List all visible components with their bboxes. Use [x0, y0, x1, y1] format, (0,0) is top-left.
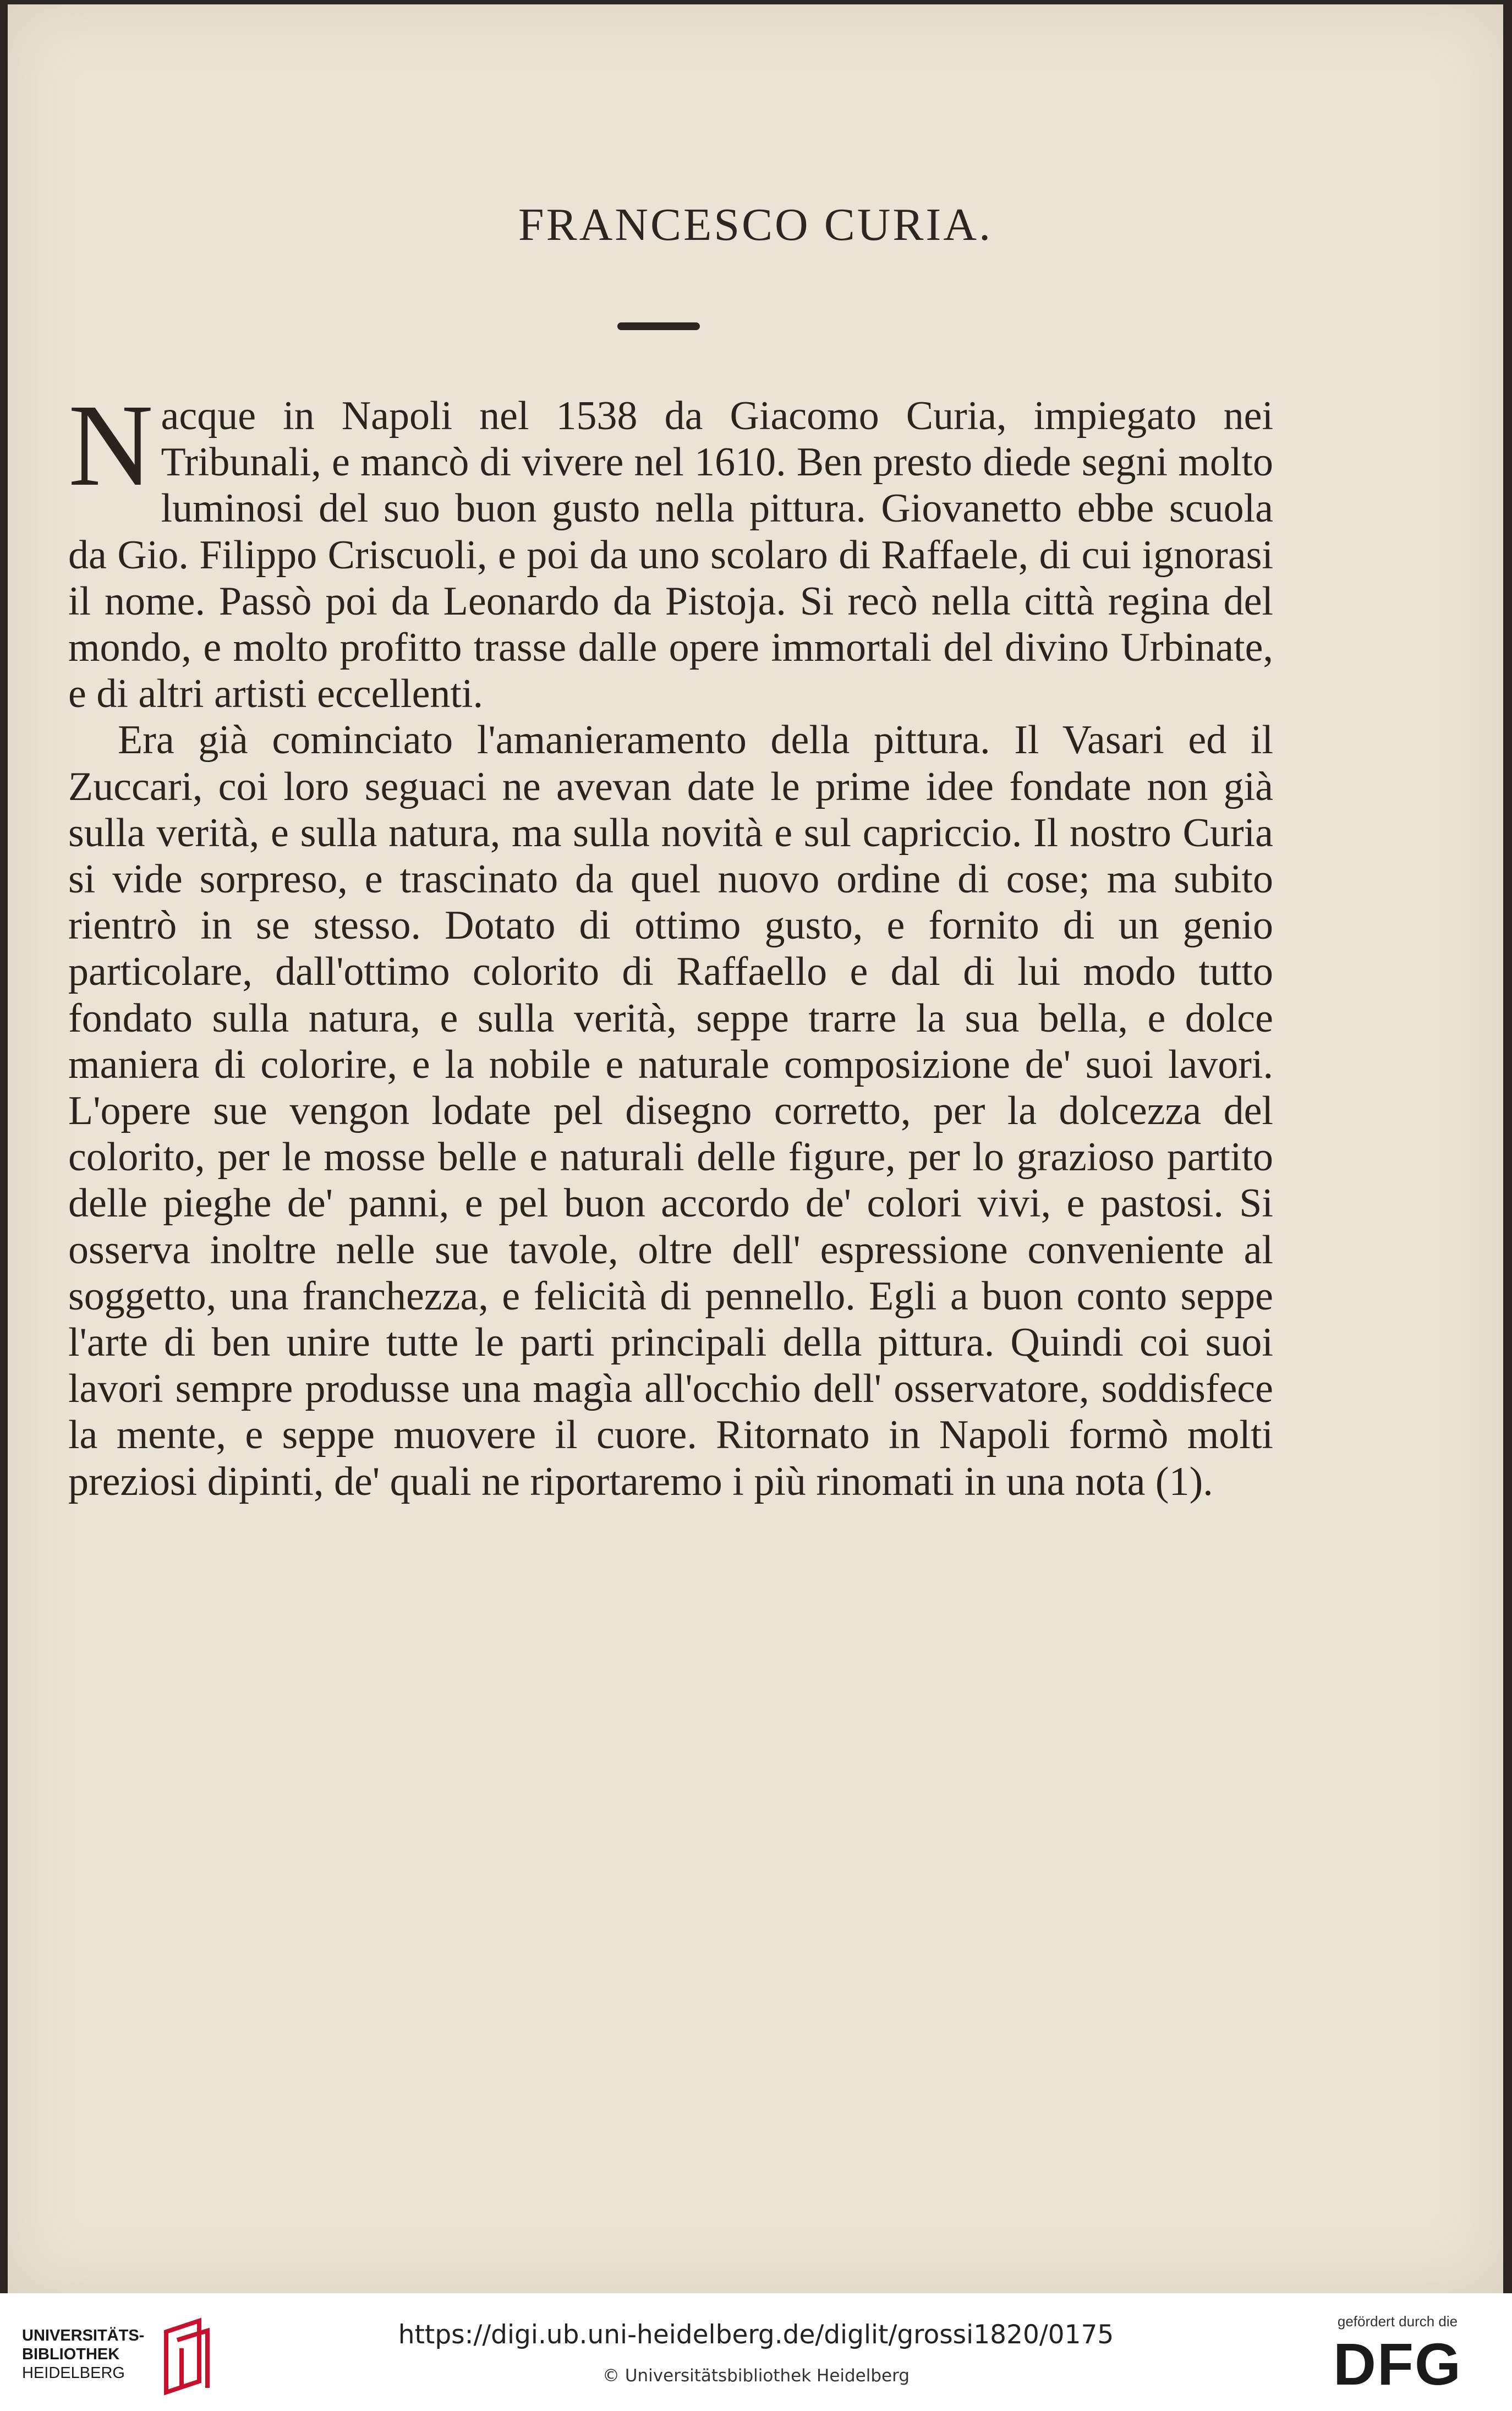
- page-url-link[interactable]: https://digi.ub.uni-heidelberg.de/diglit/grossi1820/0175: [398, 2320, 1114, 2350]
- copyright-text: © Universitätsbibliothek Heidelberg: [602, 2366, 910, 2386]
- funded-by-label: gefördert durch die: [1337, 2313, 1458, 2330]
- footer-bar: [0, 2293, 1512, 2411]
- body-text: [68, 380, 1273, 1505]
- paragraph-1: [68, 380, 1273, 717]
- paragraph-1-text: acque in Napoli nel 1538 da Giacomo Curia, impiegato nei Tribunali, e mancò di vivere nel 1610. Ben presto diede segni molto luminosi del suo buon gusto nella pittura. Giovanetto ebbe scuola da Gio. Filippo Criscuoli, e poi da uno scolaro di Raffaele, di cui ignorasi il nome. Passò poi da Leonardo da Pistoja. Si recò nella città regina del mondo, e molto profitto trasse dalle opere immortali del divino Urbinate, e di altri artisti eccellenti.: [68, 393, 1273, 717]
- title-divider: [617, 322, 700, 330]
- library-name-line3: HEIDELBERG: [22, 2364, 125, 2382]
- drop-cap: N: [68, 380, 154, 511]
- library-name-line1: UNIVERSITÄTS-: [22, 2327, 145, 2344]
- dfg-logo: DFG: [1333, 2331, 1462, 2397]
- library-name-line2: BIBLIOTHEK: [22, 2346, 120, 2363]
- page-title: FRANCESCO CURIA.: [518, 199, 993, 250]
- paragraph-2: Era già cominciato l'amanieramento della pittura. Il Vasari ed il Zuccari, coi loro seguaci ne avevan date le prime idee fondate non già sulla verità, e sulla natura, ma sulla novità e sul capriccio. Il nostro Curia si vide sorpreso, e trascinato da quel nuovo ordine di cose; ma subito rientrò in se stesso. Dotato di ottimo gusto, e fornito di un genio particolare, dall'ottimo colorito di Raffaello e dal di lui modo tutto fondato sulla natura, e sulla verità, seppe trarre la sua bella, e dolce maniera di colorire, e la nobile e naturale composizione de' suoi lavori. L'opere sue vengon lodate pel disegno corretto, per la dolcezza del colorito, per le mosse belle e naturali delle figure, per lo grazioso partito delle pieghe de' panni, e pel buon accordo de' colori vivi, e pastosi. Si osserva inoltre nelle sue tavole, oltre dell' espressione conveniente al soggetto, una franchezza, e felicità di pennello. Egli a buon conto seppe l'arte di ben unire tutte le parti principali della pittura. Quindi coi suoi lavori sempre produsse una magìa all'occhio dell' osservatore, soddisfece la mente, e seppe muovere il cuore. Ritornato in Napoli formò molti preziosi dipinti, de' quali ne riportaremo i più rinomati in una nota (1).: [68, 717, 1273, 1504]
- scanned-page: [8, 4, 1503, 2293]
